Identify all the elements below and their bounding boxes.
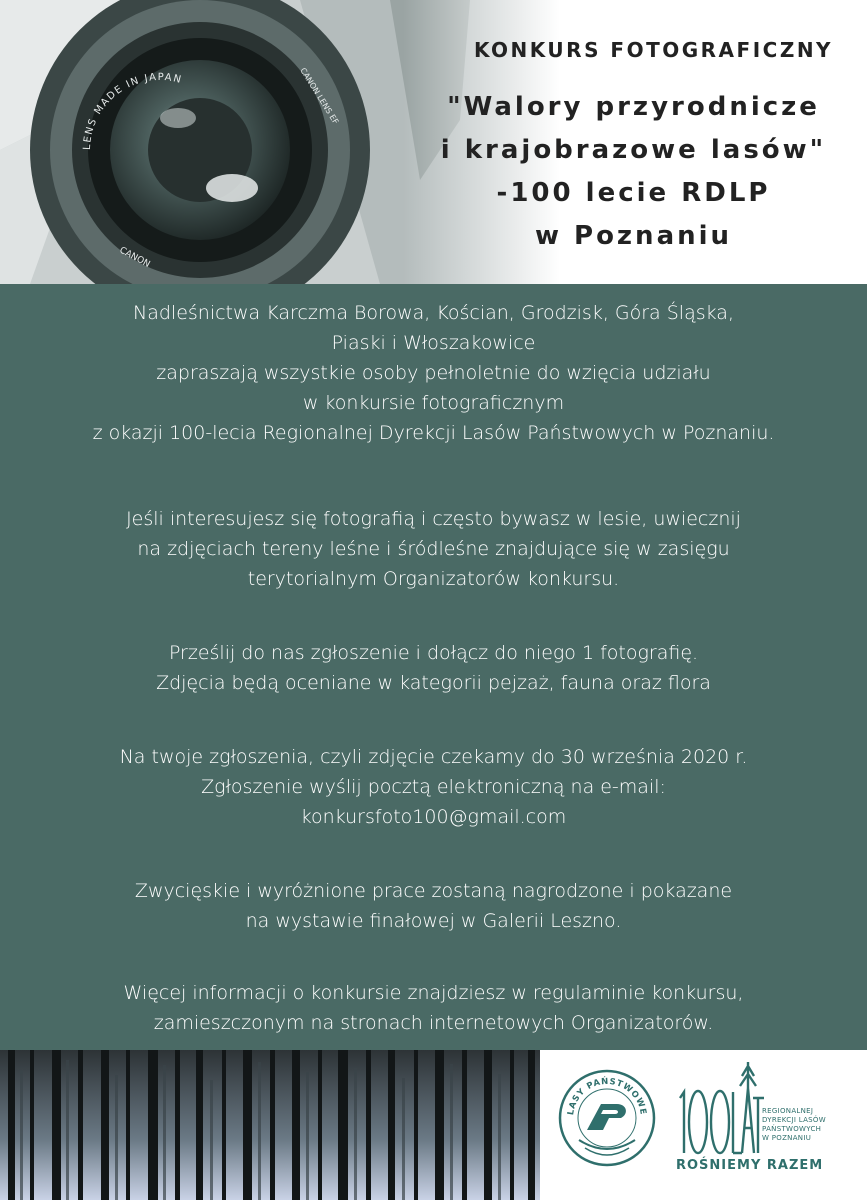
text-line: zapraszają wszystkie osoby pełnoletnie do wzięcia udziału: [156, 362, 711, 384]
contact-email[interactable]: konkursfoto100@gmail.com: [300, 806, 567, 828]
contest-kicker: KONKURS FOTOGRAFICZNY: [473, 38, 834, 62]
text-line: zamieszczonym na stronach internetowych Organizatorów.: [153, 1012, 714, 1034]
forest-photo: [0, 1050, 540, 1200]
text-line: terytorialnym Organizatorów konkursu.: [247, 568, 620, 590]
text-line: Na twoje zgłoszenia, czyli zdjęcie czekamy do 30 września 2020 r.: [119, 746, 748, 768]
rdlp-line: PAŃSTWOWYCH: [762, 1125, 822, 1133]
text-line: Nadleśnictwa Karczma Borowa, Kościan, Grodzisk, Góra Śląska,: [133, 302, 734, 324]
submission-paragraph: [0, 638, 867, 698]
prizes-paragraph: [0, 876, 867, 936]
text-line: Zgłoszenie wyślij pocztą elektroniczną na e-mail:: [201, 776, 666, 798]
slogan: ROŚNIEMY RAZEM: [676, 1158, 824, 1173]
header: [0, 0, 867, 284]
rdlp-line: W POZNANIU: [762, 1134, 812, 1142]
title-line: "Walory przyrodnicze: [447, 92, 820, 122]
lasy-panstwowe-logo: [557, 1068, 657, 1168]
svg-text:100 LAT: 100 LAT: [721, 1070, 726, 1071]
text-line: na wystawie finałowej w Galerii Leszno.: [245, 910, 622, 932]
header-title-block: [400, 38, 867, 258]
100-lat-logo: [676, 1058, 766, 1158]
organizers-paragraph: [0, 298, 867, 448]
text-line: Więcej informacji o konkursie znajdziesz w regulaminie konkursu,: [123, 982, 744, 1004]
rdlp-line: DYREKCJI LASÓW: [762, 1116, 826, 1124]
title-line: i krajobrazowe lasów": [440, 135, 827, 165]
text-line: Zdjęcia będą oceniane w kategorii pejzaż, fauna oraz flora: [156, 672, 711, 694]
invitation-paragraph: [0, 504, 867, 594]
text-line: na zdjęciach tereny leśne i śródleśne znajdujące się w zasięgu: [137, 538, 730, 560]
text-line: w konkursie fotograficznym: [302, 392, 565, 414]
text-line: z okazji 100-lecia Regionalnej Dyrekcji Lasów Państwowych w Poznaniu.: [92, 422, 775, 444]
deadline-paragraph: [0, 742, 867, 832]
more-info-paragraph: [0, 978, 867, 1038]
title-line: -100 lecie RDLP: [496, 178, 771, 208]
title-line: w Poznaniu: [534, 221, 733, 251]
rdlp-name: [762, 1107, 826, 1143]
text-line: Prześlij do nas zgłoszenie i dołącz do niego 1 fotografię.: [168, 642, 699, 664]
svg-text:LASY PAŃSTWOWE: LASY PAŃSTWOWE: [566, 1076, 648, 1116]
announcement-body: [0, 284, 867, 1050]
text-line: Piaski i Włoszakowice: [331, 332, 536, 354]
rdlp-line: REGIONALNEJ: [762, 1107, 814, 1115]
text-line: Jeśli interesujesz się fotografią i często bywasz w lesie, uwiecznij: [126, 508, 741, 530]
text-line: Zwycięskie i wyróżnione prace zostaną nagrodzone i pokazane: [134, 880, 733, 902]
